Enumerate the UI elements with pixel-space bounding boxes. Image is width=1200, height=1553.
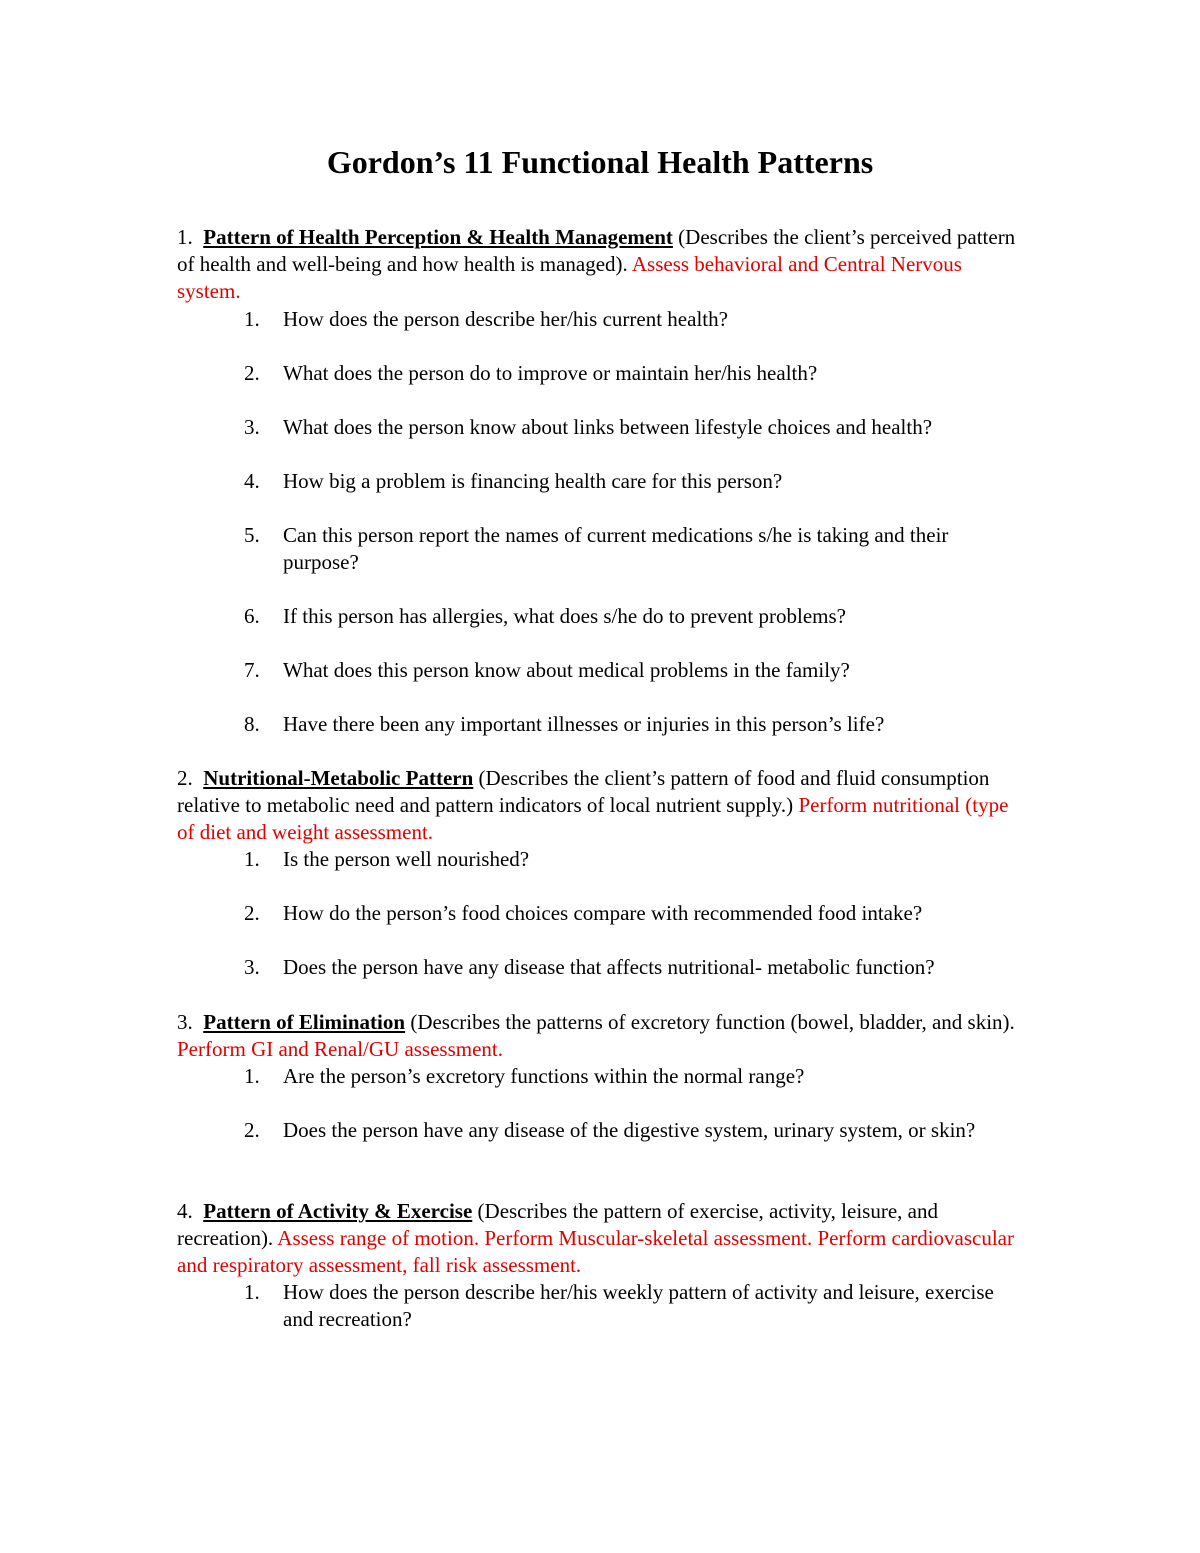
pattern-number: 3. — [177, 1010, 193, 1034]
question-number: 1. — [244, 1280, 260, 1304]
question-number: 1. — [244, 847, 260, 871]
question-text: What does the person know about links between lifestyle choices and health? — [283, 415, 933, 439]
pattern-description: (Describes the client’s pattern of food and fluid consumption relative to metabolic need and pattern indicators of local nutrient supply.) — [177, 766, 990, 817]
document-title: Gordon’s 11 Functional Health Patterns — [326, 144, 874, 180]
question-text: Does the person have any disease that affects nutritional- metabolic function? — [283, 955, 935, 979]
pattern-4-intro — [177, 1198, 1027, 1279]
question-text: If this person has allergies, what does s/he do to prevent problems? — [283, 604, 846, 628]
question-number: 2. — [244, 361, 260, 385]
question-text: What does this person know about medical problems in the family? — [283, 658, 850, 682]
question-text: Does the person have any disease of the digestive system, urinary system, or skin? — [283, 1118, 976, 1142]
pattern-description: (Describes the client’s perceived pattern of health and well-being and how health is managed). — [177, 225, 1016, 276]
question-text: Can this person report the names of current medications s/he is taking and their purpose? — [283, 523, 949, 574]
pattern-3-intro — [177, 1009, 1027, 1063]
pattern-2-intro — [177, 765, 1027, 846]
pattern-heading: Pattern of Activity & Exercise — [203, 1199, 473, 1223]
pattern-assessment: Assess range of motion. Perform Muscular-skeletal assessment. Perform cardiovascular and respiratory assessment, fall risk assessment. — [177, 1226, 1014, 1277]
question-number: 2. — [244, 901, 260, 925]
pattern-assessment: Perform GI and Renal/GU assessment. — [177, 1037, 504, 1061]
pattern-number: 4. — [177, 1199, 193, 1223]
question-number: 2. — [244, 1118, 260, 1142]
question-text: How big a problem is financing health care for this person? — [283, 469, 783, 493]
question-number: 4. — [244, 469, 260, 493]
pattern-heading: Nutritional-Metabolic Pattern — [203, 766, 474, 790]
question-number: 3. — [244, 955, 260, 979]
pattern-heading: Pattern of Elimination — [203, 1010, 406, 1034]
pattern-description: (Describes the patterns of excretory function (bowel, bladder, and skin). — [405, 1010, 1015, 1034]
pattern-description: (Describes the pattern of exercise, activity, leisure, and recreation). — [177, 1199, 938, 1250]
question-number: 3. — [244, 415, 260, 439]
pattern-assessment: Perform nutritional (type of diet and weight assessment. — [177, 793, 1009, 844]
question-number: 7. — [244, 658, 260, 682]
question-text: How do the person’s food choices compare with recommended food intake? — [283, 901, 923, 925]
question-number: 1. — [244, 307, 260, 331]
question-number: 1. — [244, 1064, 260, 1088]
pattern-assessment: Assess behavioral and Central Nervous system. — [177, 252, 962, 303]
question-number: 6. — [244, 604, 260, 628]
question-number: 8. — [244, 712, 260, 736]
question-text: How does the person describe her/his weekly pattern of activity and leisure, exercise and recreation? — [283, 1280, 994, 1331]
pattern-number: 1. — [177, 225, 193, 249]
question-text: What does the person do to improve or maintain her/his health? — [283, 361, 818, 385]
question-text: Have there been any important illnesses or injuries in this person’s life? — [283, 712, 885, 736]
pattern-heading: Pattern of Health Perception & Health Management — [203, 225, 673, 249]
pattern-1-intro — [177, 224, 1027, 305]
pattern-number: 2. — [177, 766, 193, 790]
question-text: Are the person’s excretory functions within the normal range? — [283, 1064, 805, 1088]
question-text: Is the person well nourished? — [283, 847, 530, 871]
question-text: How does the person describe her/his current health? — [283, 307, 728, 331]
question-number: 5. — [244, 523, 260, 547]
